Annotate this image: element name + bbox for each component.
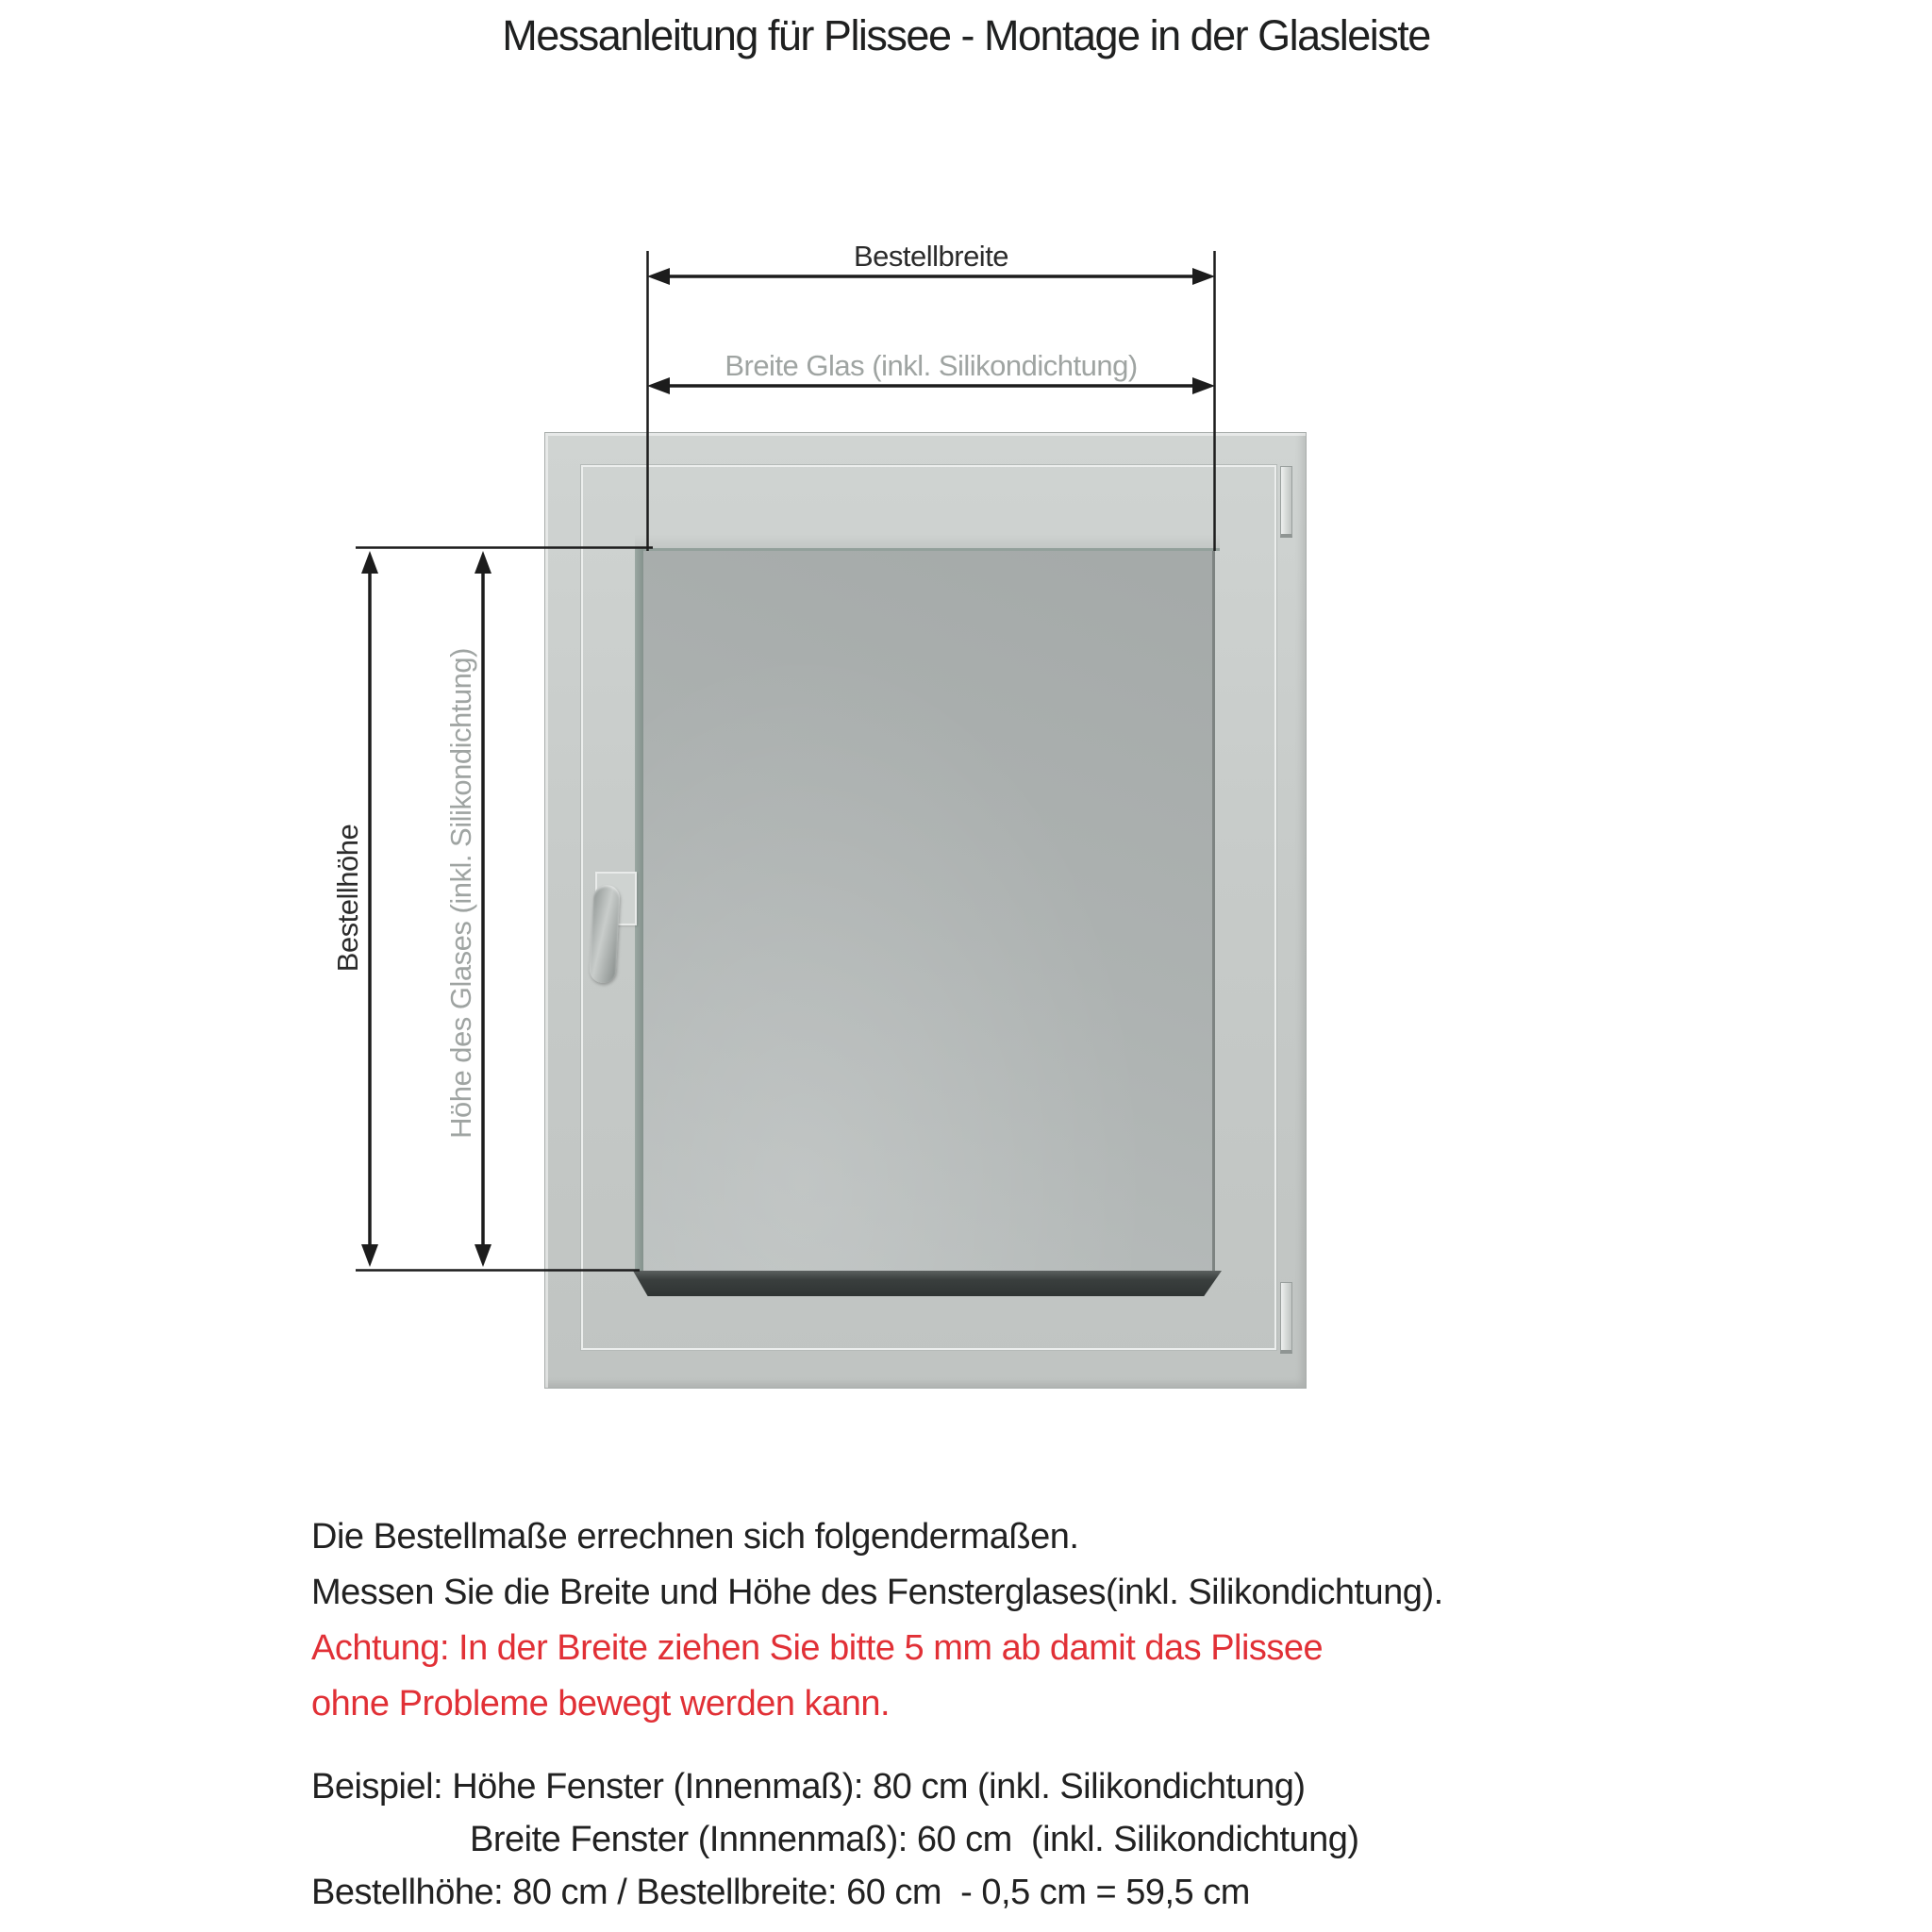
order-height-label: Bestellhöhe [332,819,364,978]
instruction-line-1: Die Bestellmaße errechnen sich folgendermaßen. [311,1517,1079,1557]
order-width-label: Bestellbreite [848,241,1014,273]
warning-line-1: Achtung: In der Breite ziehen Sie bitte 5 mm ab damit das Plissee [311,1628,1324,1668]
warning-line-2: ohne Probleme bewegt werden kann. [311,1684,891,1724]
example-line-3: Bestellhöhe: 80 cm / Bestellbreite: 60 cm - 0,5 cm = 59,5 cm [311,1873,1250,1912]
example-line-2: Breite Fenster (Innnenmaß): 60 cm (inkl. Silikondichtung) [470,1820,1359,1859]
glass-height-label: Höhe des Glases (inkl. Silikondichtung) [445,642,477,1144]
instruction-line-2: Messen Sie die Breite und Höhe des Fensterglases(inkl. Silikondichtung). [311,1573,1443,1612]
page-title: Messanleitung für Plissee - Montage in der Glasleiste [502,11,1430,59]
glass-width-label: Breite Glas (inkl. Silikondichtung) [719,350,1142,382]
example-line-1: Beispiel: Höhe Fenster (Innenmaß): 80 cm (inkl. Silikondichtung) [311,1767,1306,1807]
